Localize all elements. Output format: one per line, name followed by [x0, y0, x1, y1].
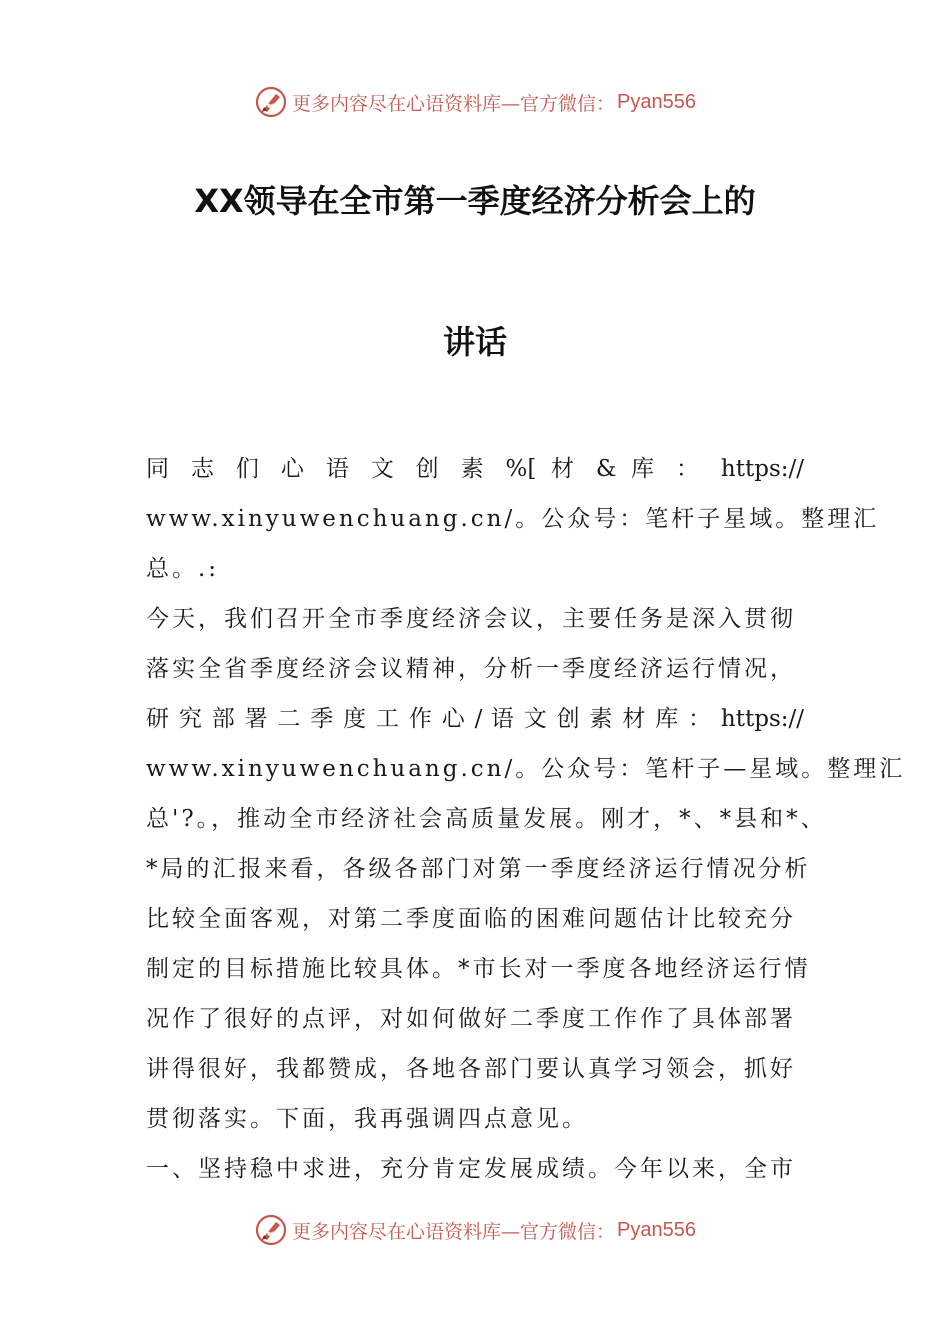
- banner-wechat-id: Pyan556: [617, 90, 696, 113]
- body-line: 比较全面客观，对第二季度面临的困难问题估计比较充分: [146, 906, 796, 932]
- body-line: www.xinyuwenchuang.cn/。公众号：笔杆子星域。整理汇: [146, 506, 880, 532]
- body-line: 讲得很好，我都赞成，各地各部门要认真学习领会，抓好: [146, 1056, 796, 1082]
- body-line: 总'?。，推动全市经济社会高质量发展。刚才，*、*县和*、: [146, 806, 827, 832]
- banner-text: 更多内容尽在心语资料库—官方微信：: [292, 1220, 616, 1243]
- banner-text: 更多内容尽在心语资料库—官方微信：: [292, 92, 616, 115]
- body-line: 况作了很好的点评，对如何做好二季度工作作了具体部署: [146, 1006, 796, 1032]
- body-line: 一、坚持稳中求进，充分肯定发展成绩。今年以来，全市: [146, 1156, 796, 1182]
- banner-wechat-id: Pyan556: [617, 1218, 696, 1241]
- body-line: 总。.:: [146, 556, 220, 582]
- body-line: 贯彻落实。下面，我再强调四点意见。: [146, 1106, 588, 1132]
- body-line: www.xinyuwenchuang.cn/。公众号：笔杆子—星域。整理汇: [146, 756, 906, 782]
- body-line: 今天，我们召开全市季度经济会议，主要任务是深入贯彻: [146, 606, 796, 632]
- pen-heart-logo-icon: [254, 1213, 288, 1247]
- body-line: 落实全省季度经济会议精神，分析一季度经济运行情况，: [146, 656, 796, 682]
- pen-heart-logo-icon: [254, 85, 288, 119]
- document-title-line-1: XX领导在全市第一季度经济分析会上的: [194, 182, 756, 220]
- footer-banner: [0, 1210, 950, 1250]
- header-banner: [0, 82, 950, 122]
- document-body: [146, 446, 906, 1196]
- body-line: 同 志 们 心 语 文 创 素 %[ 材 & 库 ： https://: [146, 456, 804, 482]
- body-line: 研 究 部 署 二 季 度 工 作 心 / 语 文 创 素 材 库 ： https://: [146, 706, 804, 732]
- document-title-line-2: 讲话: [442, 323, 507, 361]
- body-line: *局的汇报来看，各级各部门对第一季度经济运行情况分析: [146, 856, 811, 882]
- body-line: 制定的目标措施比较具体。*市长对一季度各地经济运行情: [146, 956, 811, 982]
